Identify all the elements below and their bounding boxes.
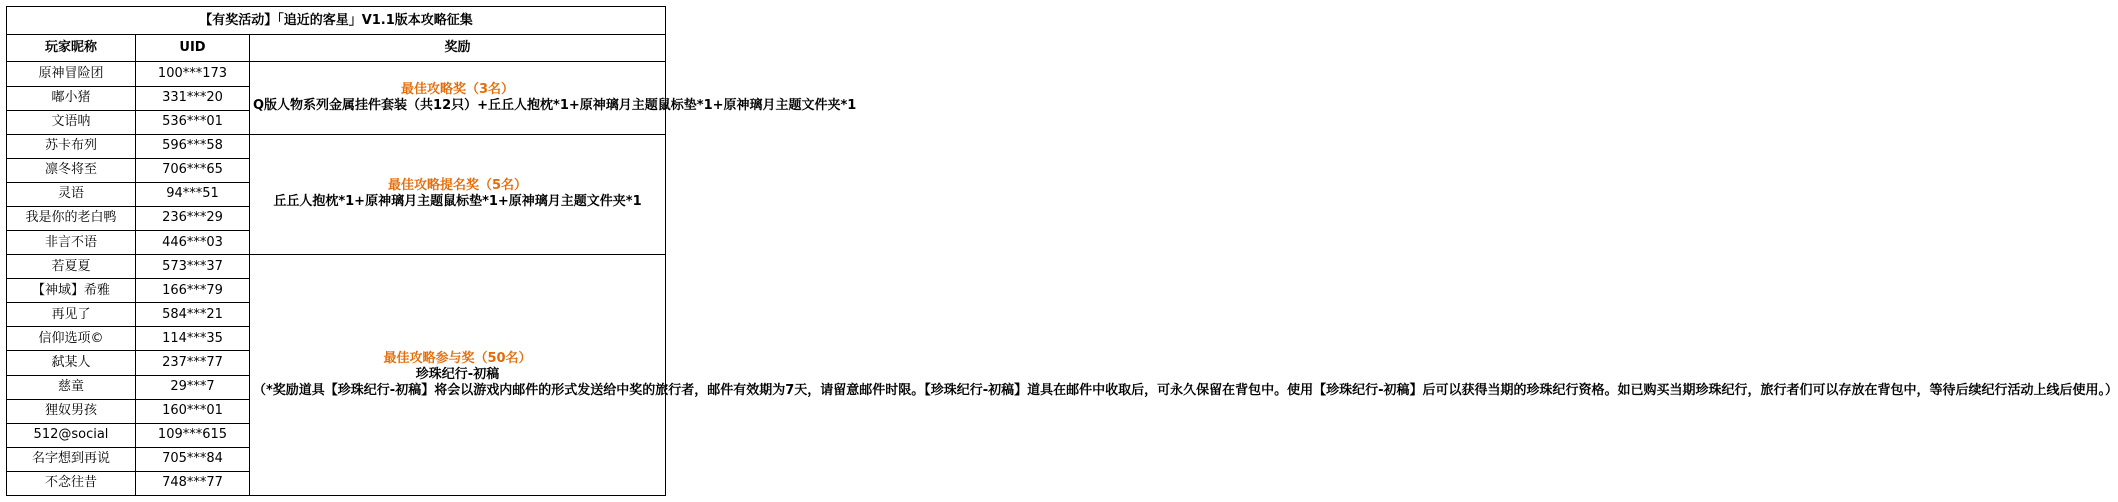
player-nickname: 若夏夏	[7, 255, 136, 279]
reward-nominee-body: 丘丘人抱枕*1+原神璃月主题鼠标垫*1+原神璃月主题文件夹*1	[273, 194, 642, 210]
player-nickname: 原神冒险团	[7, 62, 136, 86]
player-uid: 446***03	[136, 231, 250, 255]
reward-participation-body: 珍珠纪行-初稿	[415, 367, 500, 383]
reward-best-body: Q版人物系列金属挂件套装（共12只）+丘丘人抱枕*1+原神璃月主题鼠标垫*1+原神璃月主题文件夹*1	[253, 98, 857, 114]
player-nickname: 名字想到再说	[7, 447, 136, 471]
player-uid: 536***01	[136, 110, 250, 134]
table-row	[7, 62, 666, 86]
player-nickname: 信仰选项©	[7, 327, 136, 351]
player-uid: 100***173	[136, 62, 250, 86]
player-nickname: 凛冬将至	[7, 158, 136, 182]
header-uid: UID	[136, 35, 250, 62]
player-uid: 166***79	[136, 279, 250, 303]
player-nickname: 狸奴男孩	[7, 399, 136, 423]
player-nickname: 再见了	[7, 303, 136, 327]
reward-nominee	[250, 134, 666, 254]
player-uid: 160***01	[136, 399, 250, 423]
player-nickname: 灵语	[7, 182, 136, 206]
player-uid: 584***21	[136, 303, 250, 327]
player-nickname: 文语呐	[7, 110, 136, 134]
reward-participation-desc: （*奖励道具【珍珠纪行-初稿】将会以游戏内邮件的形式发送给中奖的旅行者，邮件有效期为7天，请留意邮件时限。【珍珠纪行-初稿】道具在邮件中收取后，可永久保留在背包中。使用【珍珠纪行-初稿】后可以获得当期的珍珠纪行资格。如已购买当期珍珠纪行，旅行者们可以存放在背包中，等待后续纪行活动上线后使用。）	[253, 383, 2118, 399]
player-uid: 237***77	[136, 351, 250, 375]
player-uid: 596***58	[136, 134, 250, 158]
reward-best-title: 最佳攻略奖（3名）	[400, 82, 515, 98]
player-nickname: 弑某人	[7, 351, 136, 375]
player-nickname: 512@social	[7, 423, 136, 447]
player-uid: 573***37	[136, 255, 250, 279]
player-uid: 331***20	[136, 86, 250, 110]
reward-nominee-title: 最佳攻略提名奖（5名）	[387, 178, 528, 194]
table-row	[7, 134, 666, 158]
player-nickname: 非言不语	[7, 231, 136, 255]
player-uid: 29***7	[136, 375, 250, 399]
player-nickname: 嘟小猪	[7, 86, 136, 110]
table-title: 【有奖活动】「追近的客星」V1.1版本攻略征集	[7, 7, 666, 35]
player-nickname: 我是你的老白鸭	[7, 206, 136, 230]
reward-best	[250, 62, 857, 134]
player-uid: 114***35	[136, 327, 250, 351]
player-nickname: 苏卡布列	[7, 134, 136, 158]
player-nickname: 不念往昔	[7, 471, 136, 495]
player-uid: 109***615	[136, 423, 250, 447]
player-uid: 705***84	[136, 447, 250, 471]
table-row	[7, 255, 666, 279]
player-nickname: 【神域】希雅	[7, 279, 136, 303]
reward-participation	[250, 255, 2118, 496]
reward-table	[6, 6, 2118, 496]
reward-participation-title: 最佳攻略参与奖（50名）	[383, 351, 532, 367]
player-nickname: 慈童	[7, 375, 136, 399]
header-reward: 奖励	[250, 35, 666, 62]
header-nickname: 玩家昵称	[7, 35, 136, 62]
player-uid: 706***65	[136, 158, 250, 182]
player-uid: 94***51	[136, 182, 250, 206]
player-uid: 236***29	[136, 206, 250, 230]
player-uid: 748***77	[136, 471, 250, 495]
